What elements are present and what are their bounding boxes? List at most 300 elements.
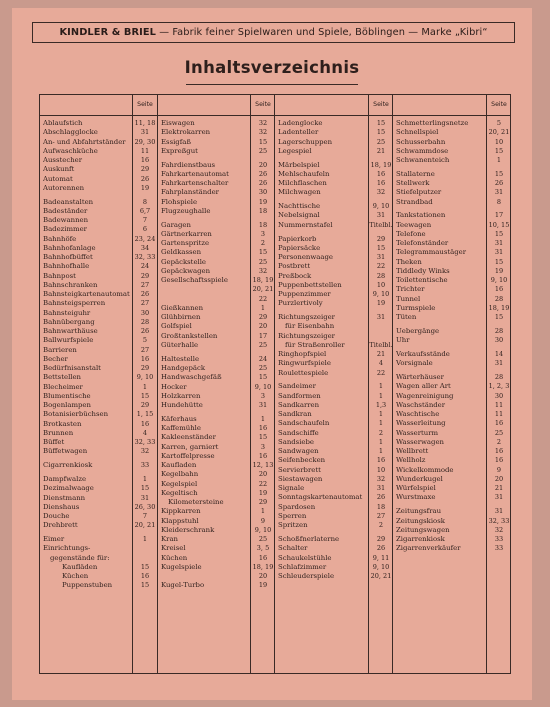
- index-entry: [393, 285, 511, 294]
- entry-term: Legespiel: [278, 146, 312, 155]
- entry-page: 25: [258, 146, 268, 155]
- entry-term: Milchwagen: [278, 188, 321, 197]
- entry-term: Papierkorb: [278, 234, 317, 243]
- entry-page: 22: [376, 262, 386, 271]
- entry-term: Ringwurfspiele: [278, 359, 331, 368]
- entry-page: 20, 21: [134, 521, 156, 530]
- index-entry: [158, 276, 275, 285]
- entry-page: 31: [494, 493, 504, 502]
- entry-term: Nummernstafel: [278, 220, 333, 229]
- index-entry: [158, 383, 275, 392]
- index-entry: [393, 392, 511, 401]
- entry-page: 9: [496, 465, 502, 474]
- entry-list: [275, 119, 393, 581]
- entry-page: 3: [260, 442, 266, 451]
- index-entry: [158, 230, 275, 239]
- index-entry: [393, 239, 511, 248]
- entry-term: Ballwurfspiele: [43, 336, 94, 345]
- index-entry: [40, 207, 157, 216]
- index-entry: [275, 179, 393, 188]
- entry-term: Kaufläden: [62, 562, 98, 571]
- entry-page: 15: [376, 128, 386, 137]
- entry-page: 26: [376, 493, 386, 502]
- entry-page: 16: [258, 553, 268, 562]
- entry-term: Mehlschaufeln: [278, 169, 330, 178]
- index-entry: [40, 420, 157, 429]
- index-entry: [40, 119, 157, 128]
- index-entry: [393, 128, 511, 137]
- entry-term: Bahnsteigsperren: [43, 299, 106, 308]
- entry-term: Badewannen: [43, 216, 89, 225]
- index-entry: [393, 138, 511, 147]
- entry-page: 32: [258, 266, 268, 275]
- entry-page: 19: [258, 197, 268, 206]
- index-entry: [275, 119, 393, 128]
- entry-page: 15: [140, 484, 150, 493]
- entry-page: 4: [378, 359, 384, 368]
- entry-term: Märbelspiel: [278, 160, 320, 169]
- index-entry: [158, 188, 275, 197]
- entry-term: Eiswagen: [161, 119, 195, 127]
- index-entry: [40, 318, 157, 327]
- entry-term: Roulettespiele: [278, 368, 329, 377]
- entry-page: 16: [140, 419, 150, 428]
- entry-page: 28: [494, 294, 504, 303]
- index-entry: [275, 202, 393, 211]
- index-entry: [158, 424, 275, 433]
- brand-name: KINDLER & BRIEL: [59, 27, 156, 38]
- index-table: [39, 94, 511, 674]
- entry-page: 20: [258, 322, 268, 331]
- index-entry: [275, 563, 393, 572]
- entry-page: 16: [376, 179, 386, 188]
- entry-page: 18, 19: [252, 276, 274, 285]
- entry-term: Kugel-Turbo: [161, 581, 205, 590]
- entry-page: Titelbl.: [369, 220, 393, 229]
- entry-page: 18: [258, 206, 268, 215]
- index-entry: [275, 401, 393, 410]
- entry-term: Zigarrenverkäufer: [396, 544, 461, 553]
- entry-page: 15: [140, 562, 150, 571]
- index-entry: [40, 290, 157, 299]
- entry-page: 28: [494, 373, 504, 382]
- entry-term: Servierbrett: [278, 465, 321, 474]
- entry-term: Wickelkommode: [396, 465, 454, 474]
- entry-term: Waschständer: [396, 400, 446, 409]
- index-entry: [275, 272, 393, 281]
- index-entry: [158, 170, 275, 179]
- index-entry: [40, 429, 157, 438]
- index-entry: [275, 221, 393, 230]
- entry-term: Lagerschuppen: [278, 137, 333, 146]
- entry-page: 15: [258, 433, 268, 442]
- index-entry: [158, 498, 275, 507]
- entry-page: 26: [140, 327, 150, 336]
- index-entry: [40, 535, 157, 544]
- entry-term: Flugzeughalle: [161, 206, 211, 215]
- index-column-2: [157, 95, 275, 673]
- index-entry: [275, 188, 393, 197]
- entry-term: Purzlertivoly: [278, 299, 323, 308]
- entry-page: 18: [258, 220, 268, 229]
- index-entry: [158, 355, 275, 364]
- entry-term: Zeitungswagen: [396, 525, 450, 534]
- entry-page: 20: [258, 160, 268, 169]
- entry-term: Ringhopfspiel: [278, 350, 327, 359]
- index-entry: [393, 373, 511, 382]
- entry-page: 12, 13: [252, 461, 274, 470]
- entry-page: 26: [140, 174, 150, 183]
- entry-page: 25: [258, 340, 268, 349]
- index-entry: [40, 410, 157, 419]
- entry-page: 3: [260, 229, 266, 238]
- index-entry: [393, 188, 511, 197]
- entry-term: Puppenbettstellen: [278, 280, 342, 289]
- index-entry: [158, 364, 275, 373]
- index-entry: [40, 175, 157, 184]
- entry-page: 32: [140, 447, 150, 456]
- index-entry: [158, 507, 275, 516]
- entry-page: 26: [376, 544, 386, 553]
- entry-term: Bahnschranken: [43, 280, 98, 289]
- index-entry: [158, 373, 275, 382]
- entry-term: Sandeimer: [278, 382, 316, 391]
- entry-term: Schwammdose: [396, 146, 449, 155]
- entry-page: 15: [140, 391, 150, 400]
- index-entry: [275, 170, 393, 179]
- index-entry: [393, 475, 511, 484]
- index-entry: [158, 341, 275, 350]
- index-entry: [158, 267, 275, 276]
- entry-term: Sperren: [278, 511, 307, 520]
- entry-page: 2: [378, 428, 384, 437]
- entry-term: Hundehütte: [161, 401, 203, 410]
- entry-term: Elektrokarren: [161, 128, 211, 137]
- index-entry: [393, 276, 511, 285]
- entry-term: Ablaufstich: [43, 119, 83, 127]
- entry-term: Kippkarren: [161, 507, 201, 516]
- entry-page: 19: [140, 183, 150, 192]
- entry-page: 5: [142, 336, 148, 345]
- entry-page: 21: [376, 350, 386, 359]
- entry-page: 3, 5: [256, 544, 270, 553]
- index-entry: [275, 211, 393, 220]
- index-entry: [40, 235, 157, 244]
- index-entry: [158, 207, 275, 216]
- entry-term: Schlafzimmer: [278, 562, 327, 571]
- entry-term: Einrichtungs-: [43, 544, 91, 553]
- index-entry: [40, 299, 157, 308]
- index-entry: [393, 507, 511, 516]
- entry-term: Strandbad: [396, 197, 433, 206]
- entry-term: Sandformen: [278, 391, 321, 400]
- entry-page: 20, 21: [370, 572, 392, 581]
- index-entry: [393, 526, 511, 535]
- index-entry: [158, 147, 275, 156]
- entry-term: Küchen: [62, 572, 89, 581]
- entry-page: 16: [258, 451, 268, 460]
- entry-page: 23, 24: [134, 234, 156, 243]
- index-entry: [158, 535, 275, 544]
- index-entry: [158, 433, 275, 442]
- index-entry: [158, 119, 275, 128]
- entry-page: 24: [140, 262, 150, 271]
- entry-term: Personenwaage: [278, 253, 333, 262]
- index-entry: [275, 299, 393, 308]
- entry-page: 17: [258, 331, 268, 340]
- entry-term: Bogenlampen: [43, 401, 91, 410]
- index-entry: [158, 563, 275, 572]
- entry-page: 20: [258, 470, 268, 479]
- entry-term: Dezimalwaage: [43, 484, 94, 493]
- index-entry: [40, 392, 157, 401]
- entry-term: Schnellspiel: [396, 128, 439, 137]
- entry-page: 6: [142, 225, 148, 234]
- entry-term: Aufwaschküche: [43, 146, 98, 155]
- entry-term: für Straßenroller: [285, 340, 345, 349]
- index-entry: [40, 225, 157, 234]
- entry-page: 1: [378, 382, 384, 391]
- entry-page: 26: [258, 179, 268, 188]
- entry-term: Spardosen: [278, 502, 316, 511]
- entry-term: Hocker: [161, 382, 187, 391]
- entry-term: Geldkassen: [161, 248, 202, 257]
- entry-page: 16: [258, 424, 268, 433]
- index-entry: [393, 336, 511, 345]
- entry-term: Brunnen: [43, 428, 74, 437]
- entry-page: 16: [140, 156, 150, 164]
- index-entry: [40, 198, 157, 207]
- entry-term: Becher: [43, 354, 68, 363]
- entry-term: Kaufladen: [161, 461, 197, 470]
- entry-page: 20: [494, 474, 504, 483]
- index-entry: [40, 475, 157, 484]
- entry-page: 1: [142, 535, 148, 544]
- index-entry: [158, 581, 275, 590]
- entry-term: Puppenzimmer: [278, 290, 331, 299]
- index-entry: [40, 581, 157, 590]
- entry-page: 33: [140, 461, 150, 470]
- index-entry: [40, 521, 157, 530]
- index-entry: [275, 554, 393, 563]
- entry-page: 17: [494, 211, 504, 220]
- entry-term: Sandschiffe: [278, 428, 319, 437]
- entry-term: Expreßgut: [161, 146, 198, 155]
- entry-term: Richtungszeiger: [278, 331, 335, 340]
- header-subtitle: — Fabrik feiner Spielwaren und Spiele, Böblingen — Marke „Kibri“: [159, 27, 488, 38]
- entry-term: Toilettentische: [396, 276, 448, 285]
- entry-term: Gesellschaftsspiele: [161, 276, 228, 285]
- index-entry: [158, 572, 275, 581]
- entry-page: 1: [378, 391, 384, 400]
- index-entry: [40, 262, 157, 271]
- entry-term: Fahrkartenautomat: [161, 169, 229, 178]
- index-entry: [158, 179, 275, 188]
- entry-list: [158, 119, 275, 591]
- entry-page: 32: [494, 525, 504, 534]
- publisher-header: [32, 22, 515, 43]
- entry-page: 31: [140, 128, 150, 137]
- entry-page: 18, 19: [370, 160, 392, 169]
- index-column-1: [40, 95, 157, 673]
- entry-page: 25: [258, 535, 268, 544]
- entry-term: Wasserleitung: [396, 419, 446, 428]
- entry-term: Bettstellen: [43, 373, 81, 382]
- entry-page: 29: [140, 165, 150, 174]
- entry-page: 29: [140, 271, 150, 280]
- entry-page: 16: [376, 169, 386, 178]
- entry-page: 9, 10: [254, 382, 272, 391]
- index-entry: [275, 341, 393, 350]
- index-entry: [275, 147, 393, 156]
- entry-page: 33: [494, 535, 504, 544]
- seite-header: Seite: [132, 95, 157, 115]
- index-entry: [40, 554, 157, 563]
- index-entry: [393, 456, 511, 465]
- entry-term: Bahnhofbüffet: [43, 253, 93, 262]
- entry-page: 1: [378, 437, 384, 446]
- entry-term: Sandschaufeln: [278, 419, 330, 428]
- entry-term: Stellwerk: [396, 179, 430, 188]
- index-entry: [275, 484, 393, 493]
- entry-term: Kegelspiel: [161, 479, 198, 488]
- entry-page: 22: [376, 368, 386, 377]
- entry-page: 31: [376, 484, 386, 493]
- index-entry: [393, 419, 511, 428]
- entry-page: 32, 33: [488, 516, 510, 525]
- entry-page: 31: [494, 239, 504, 248]
- entry-page: 29: [140, 401, 150, 410]
- index-entry: [393, 198, 511, 207]
- entry-term: Waschtische: [396, 410, 440, 419]
- entry-term: An- und Abfahrtständer: [43, 137, 126, 146]
- entry-term: Klappstuhl: [161, 516, 199, 525]
- entry-page: 26, 30: [134, 502, 156, 511]
- entry-term: Wurstmaxe: [396, 493, 436, 502]
- entry-term: Vorsignale: [396, 359, 433, 368]
- entry-term: Badezimmer: [43, 225, 87, 234]
- entry-term: Holzkarren: [161, 391, 201, 400]
- entry-term: Bahnhofanlage: [43, 243, 96, 252]
- entry-term: Auskunft: [43, 165, 75, 174]
- entry-page: 18: [376, 502, 386, 511]
- entry-term: Sandsiebe: [278, 437, 314, 446]
- entry-term: Gießkannen: [161, 303, 204, 312]
- entry-page: 19: [494, 266, 504, 275]
- index-entry: [393, 170, 511, 179]
- entry-page: 31: [258, 401, 268, 410]
- entry-page: 15: [258, 248, 268, 257]
- entry-page: 21: [494, 484, 504, 493]
- entry-page: 3: [260, 391, 266, 400]
- entry-term: Nachttische: [278, 202, 321, 211]
- index-column-4: [392, 95, 511, 673]
- entry-page: 29: [376, 234, 386, 243]
- entry-page: 22: [258, 294, 268, 303]
- entry-term: Puppenstuben: [62, 581, 113, 590]
- entry-page: 16: [494, 419, 504, 428]
- index-entry: [275, 410, 393, 419]
- entry-page: 8: [142, 197, 148, 206]
- entry-page: 22: [258, 479, 268, 488]
- entry-page: 27: [140, 280, 150, 289]
- entry-term: Schaukelstühle: [278, 553, 332, 562]
- index-entry: [158, 443, 275, 452]
- entry-page: 25: [258, 364, 268, 373]
- entry-page: 27: [140, 299, 150, 308]
- entry-term: Wellholz: [396, 456, 426, 465]
- entry-term: Küchen: [161, 553, 188, 562]
- entry-page: 9, 10: [136, 373, 154, 382]
- entry-page: 16: [140, 572, 150, 581]
- index-entry: [40, 216, 157, 225]
- entry-term: Karren, garniert: [161, 442, 219, 451]
- index-entry: [393, 401, 511, 410]
- entry-page: 15: [140, 581, 150, 590]
- column-header: [393, 95, 511, 116]
- entry-page: 1, 2, 3: [488, 382, 510, 391]
- entry-term: Kreisel: [161, 544, 186, 553]
- index-entry: [158, 295, 275, 304]
- entry-term: Bedürfnisanstalt: [43, 364, 101, 373]
- entry-page: 18, 19: [252, 562, 274, 571]
- index-entry: [393, 295, 511, 304]
- index-entry: [275, 281, 393, 290]
- entry-page: 32: [376, 474, 386, 483]
- entry-page: 31: [376, 253, 386, 262]
- index-entry: [158, 392, 275, 401]
- entry-term: Schmetterlingsnetze: [396, 119, 469, 127]
- index-entry: [393, 350, 511, 359]
- entry-term: Großtankstellen: [161, 331, 218, 340]
- index-entry: [158, 480, 275, 489]
- index-entry: [393, 211, 511, 220]
- index-entry: [40, 461, 157, 470]
- entry-page: 25: [258, 257, 268, 266]
- entry-term: Kugelspiele: [161, 562, 202, 571]
- entry-term: Kleiderschrank: [161, 525, 215, 534]
- entry-term: Automat: [43, 174, 73, 183]
- entry-list: [393, 119, 511, 554]
- index-entry: [393, 267, 511, 276]
- index-entry: [275, 572, 393, 581]
- index-entry: [40, 184, 157, 193]
- entry-term: Bahnwarthäuse: [43, 327, 98, 336]
- index-entry: [158, 526, 275, 535]
- index-entry: [275, 466, 393, 475]
- entry-page: 15: [494, 229, 504, 238]
- index-entry: [275, 138, 393, 147]
- entry-term: Richtungszeiger: [278, 313, 335, 322]
- index-entry: [40, 165, 157, 174]
- index-entry: [393, 359, 511, 368]
- entry-term: Wasserturm: [396, 428, 439, 437]
- entry-term: Wellbrett: [396, 447, 429, 456]
- entry-page: 29: [258, 313, 268, 322]
- entry-page: 9, 10: [372, 290, 390, 299]
- entry-page: 26: [494, 179, 504, 188]
- entry-page: 19: [258, 581, 268, 590]
- index-entry: [275, 350, 393, 359]
- index-entry: [275, 332, 393, 341]
- entry-term: Glühbirnen: [161, 313, 201, 322]
- column-header: [275, 95, 393, 116]
- entry-term: Spritzen: [278, 521, 308, 530]
- entry-term: Gepäckstelle: [161, 257, 207, 266]
- index-entry: [40, 494, 157, 503]
- index-entry: [275, 253, 393, 262]
- entry-term: Zeitungskiosk: [396, 516, 445, 525]
